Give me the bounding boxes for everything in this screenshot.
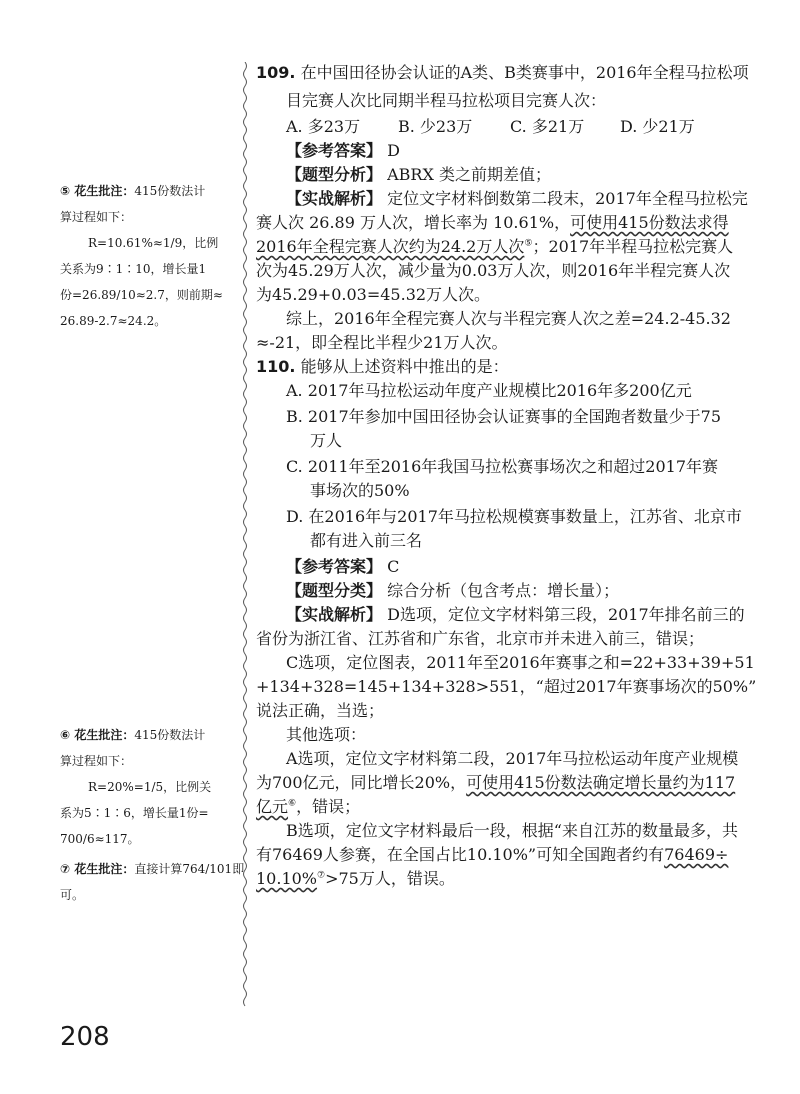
q110-c1: C选项，定位图表，2011年至2016年赛事之和=22+33+39+51 — [286, 653, 755, 672]
q109-analysis2a: 赛人次 26.89 万人次，增长率为 10.61%， — [256, 213, 571, 232]
q110-highlight-1010: 10.10% — [256, 869, 318, 888]
q110-option-c1: C. 2011年至2016年我国马拉松赛事场次之和超过2017年赛 — [286, 457, 719, 476]
q110-highlight-yiyuan: 亿元 — [256, 797, 289, 816]
note-ref-7[interactable]: ⑦ — [317, 870, 326, 881]
q109-analysis-line1 — [286, 186, 748, 209]
q110-type-row — [286, 578, 619, 601]
q110-highlight-117: 可使用415份数法确定增长量约为117 — [466, 773, 736, 792]
q109-option-c: C. 多21万 — [510, 117, 585, 136]
q110-b2a: 有76469人参赛，在全国占比10.10%”可知全国跑者约有 — [256, 845, 665, 864]
note6-title: ⑥ 花生批注： — [60, 728, 135, 742]
side-note-5 — [60, 178, 223, 334]
q110-option-b1: B. 2017年参加中国田径协会认证赛事的全国跑者数量少于75 — [286, 407, 722, 426]
q109-number: 109. — [256, 63, 296, 82]
note7-line2: 可。 — [60, 888, 85, 902]
q110-highlight-76469: 76469÷ — [664, 845, 729, 864]
note5-title: ⑤ 花生批注： — [60, 184, 135, 198]
note6-line3: R=20%=1/5，比例关 — [88, 780, 212, 794]
q110-stem: 能够从上述资料中推出的是： — [300, 357, 509, 376]
q110-analysis-label: 【实战解析】 — [286, 605, 383, 624]
note5-line2: 算过程如下： — [60, 210, 133, 224]
q109-type-label: 【题型分析】 — [286, 165, 383, 184]
q109-conclusion2: ≈-21，即全程比半程少21万人次。 — [256, 333, 508, 352]
q110-b2 — [256, 842, 728, 865]
q110-option-d1: D. 在2016年与2017年马拉松规模赛事数量上，江苏省、北京市 — [286, 507, 742, 526]
q109-stem2: 目完赛人次比同期半程马拉松项目完赛人次： — [286, 91, 607, 110]
q110-type-label: 【题型分类】 — [286, 581, 383, 600]
q109-type-row — [286, 162, 551, 185]
q109-answer-label: 【参考答案】 — [286, 141, 383, 160]
note7-title: ⑦ 花生批注： — [60, 862, 135, 876]
q110-option-d2: 都有进入前三名 — [310, 531, 423, 550]
q109-stem-line1 — [256, 60, 749, 83]
note6-line5: 700/6≈117。 — [60, 832, 140, 846]
q109-analysis-label: 【实战解析】 — [286, 189, 383, 208]
q110-b3b: >75万人，错误。 — [325, 869, 455, 888]
q110-c3: 说法正确，当选； — [256, 701, 385, 720]
note-ref-6[interactable]: ⑥ — [288, 798, 297, 809]
q110-a3b: ，错误； — [296, 797, 361, 816]
q110-option-a: A. 2017年马拉松运动年度产业规模比2016年多200亿元 — [286, 381, 692, 400]
page-number: 208 — [60, 1022, 110, 1052]
q110-c2: +134+328=145+134+328>551，“超过2017年赛事场次的50%” — [256, 677, 757, 696]
q110-answer-row — [286, 554, 399, 577]
q110-option-c2: 事场次的50% — [310, 481, 410, 500]
q109-analysis4: 次为45.29万人次，减少量为0.03万人次，则2016年半程完赛人次 — [256, 261, 731, 280]
q109-option-d: D. 少21万 — [620, 117, 695, 136]
q110-option-b2: 万人 — [310, 431, 343, 450]
note5-line6: 26.89-2.7≈24.2。 — [60, 314, 167, 328]
note7-line1: 直接计算764/101即 — [134, 862, 245, 876]
q110-b3 — [256, 866, 455, 889]
q110-a2 — [256, 770, 735, 793]
q109-highlight-415: 可使用415份数法求得 — [570, 213, 729, 232]
note6-line2: 算过程如下： — [60, 754, 133, 768]
q110-analysis-d1 — [286, 602, 745, 625]
q109-type: ABRX 类之前期差值； — [387, 165, 551, 184]
q110-answer: C — [387, 557, 400, 576]
q109-analysis-line3 — [256, 234, 733, 257]
q109-analysis5: 为45.29+0.03=45.32万人次。 — [256, 285, 491, 304]
q110-other: 其他选项： — [286, 725, 367, 744]
note6-line1: 415份数法计 — [134, 728, 206, 742]
q110-type: 综合分析（包含考点：增长量）； — [387, 581, 620, 600]
side-note-6 — [60, 722, 211, 852]
side-note-7 — [60, 856, 244, 908]
q109-option-b: B. 少23万 — [398, 117, 473, 136]
q110-answer-label: 【参考答案】 — [286, 557, 383, 576]
note5-line3: R=10.61%≈1/9，比例 — [88, 236, 219, 250]
note5-line5: 份=26.89/10≈2.7，则前期≈ — [60, 288, 223, 302]
q110-a1: A选项，定位文字材料第二段，2017年马拉松运动年度产业规模 — [286, 749, 739, 768]
q110-d2: 省份为浙江省、江苏省和广东省，北京市并未进入前三，错误； — [256, 629, 705, 648]
note5-line1: 415份数法计 — [134, 184, 206, 198]
q109-analysis1: 定位文字材料倒数第二段末，2017年全程马拉松完 — [387, 189, 748, 208]
q109-highlight-242: 2016年全程完赛人次约为24.2万人次 — [256, 237, 525, 256]
q109-analysis-line2 — [256, 210, 729, 233]
note5-line4: 关系为9∶1∶10，增长量1 — [60, 262, 207, 276]
q110-number: 110. — [256, 357, 296, 376]
q109-stem1: 在中国田径协会认证的A类、B类赛事中，2016年全程马拉松项 — [300, 63, 749, 82]
q109-analysis3b: ；2017年半程马拉松完赛人 — [532, 237, 734, 256]
q110-a3 — [256, 794, 360, 817]
q110-stem-line — [256, 354, 509, 377]
q110-b1: B选项，定位文字材料最后一段，根据“来自江苏的数量最多，共 — [286, 821, 738, 840]
q109-conclusion1: 综上，2016年全程完赛人次与半程完赛人次之差=24.2-45.32 — [286, 309, 731, 328]
q109-option-a: A. 多23万 — [286, 117, 361, 136]
q109-answer-row — [286, 138, 400, 161]
note6-line4: 系为5∶1∶6，增长量1份= — [60, 806, 209, 820]
q109-answer: D — [387, 141, 400, 160]
note-ref-5[interactable]: ⑤ — [524, 238, 533, 249]
q110-d1: D选项，定位文字材料第三段，2017年排名前三的 — [387, 605, 745, 624]
q110-a2a: 为700亿元，同比增长20%， — [256, 773, 467, 792]
